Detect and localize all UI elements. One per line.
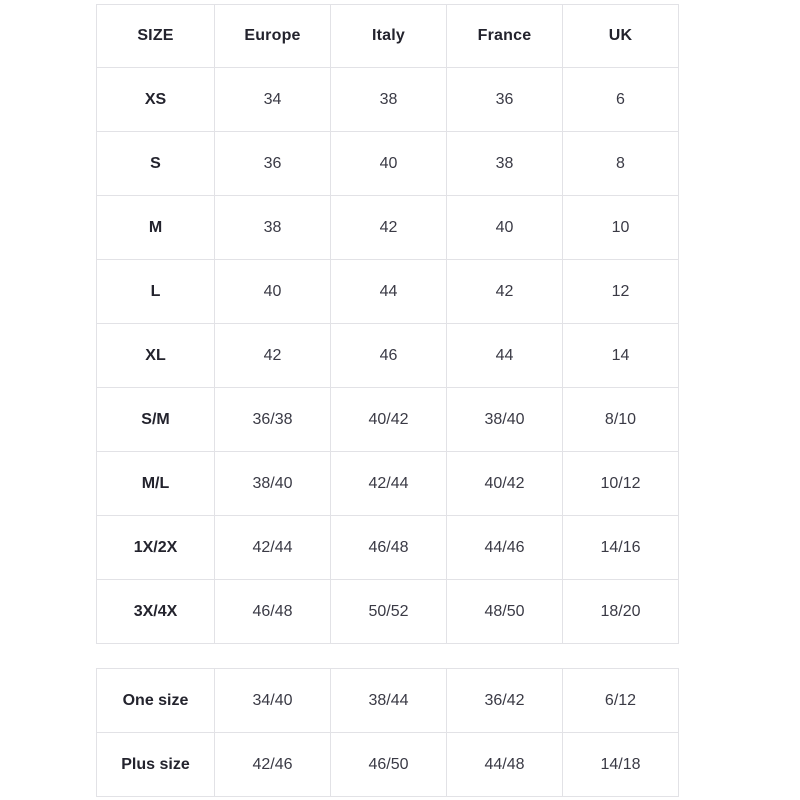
table-row [97, 196, 679, 260]
cell-italy: 42 [331, 196, 447, 260]
cell-france: 40/42 [447, 452, 563, 516]
column-header-europe: Europe [215, 5, 331, 68]
column-header-france: France [447, 5, 563, 68]
cell-europe: 36 [215, 132, 331, 196]
cell-italy: 38 [331, 68, 447, 132]
column-header-size: SIZE [97, 5, 215, 68]
cell-italy: 40 [331, 132, 447, 196]
cell-uk: 18/20 [563, 580, 679, 644]
table-body [97, 68, 679, 644]
cell-italy: 38/44 [331, 669, 447, 733]
cell-size: L [97, 260, 215, 324]
one-size-table [96, 668, 679, 797]
column-header-italy: Italy [331, 5, 447, 68]
cell-france: 42 [447, 260, 563, 324]
cell-italy: 46/48 [331, 516, 447, 580]
cell-france: 40 [447, 196, 563, 260]
cell-size: M/L [97, 452, 215, 516]
cell-size: 3X/4X [97, 580, 215, 644]
table-row [97, 324, 679, 388]
cell-europe: 38 [215, 196, 331, 260]
cell-italy: 40/42 [331, 388, 447, 452]
cell-europe: 42/46 [215, 733, 331, 797]
table-body [97, 669, 679, 797]
cell-uk: 8 [563, 132, 679, 196]
table-row [97, 669, 679, 733]
cell-france: 44/48 [447, 733, 563, 797]
table-row [97, 580, 679, 644]
cell-size: XS [97, 68, 215, 132]
cell-uk: 6 [563, 68, 679, 132]
size-conversion-table [96, 4, 679, 644]
table-row [97, 452, 679, 516]
table-row [97, 388, 679, 452]
cell-france: 48/50 [447, 580, 563, 644]
cell-size: M [97, 196, 215, 260]
one-size-table-container [96, 668, 678, 797]
cell-europe: 34 [215, 68, 331, 132]
size-conversion-table-container [96, 4, 678, 644]
cell-france: 38 [447, 132, 563, 196]
cell-size: XL [97, 324, 215, 388]
cell-europe: 40 [215, 260, 331, 324]
table-row [97, 733, 679, 797]
cell-uk: 8/10 [563, 388, 679, 452]
cell-italy: 42/44 [331, 452, 447, 516]
table-row [97, 132, 679, 196]
cell-uk: 14 [563, 324, 679, 388]
cell-uk: 10 [563, 196, 679, 260]
cell-size: S/M [97, 388, 215, 452]
cell-italy: 46 [331, 324, 447, 388]
cell-italy: 44 [331, 260, 447, 324]
table-row [97, 260, 679, 324]
cell-size: 1X/2X [97, 516, 215, 580]
cell-italy: 50/52 [331, 580, 447, 644]
table-header-row [97, 5, 679, 68]
cell-france: 38/40 [447, 388, 563, 452]
cell-europe: 34/40 [215, 669, 331, 733]
column-header-uk: UK [563, 5, 679, 68]
cell-france: 36 [447, 68, 563, 132]
cell-france: 44 [447, 324, 563, 388]
cell-uk: 6/12 [563, 669, 679, 733]
cell-uk: 12 [563, 260, 679, 324]
table-header [97, 5, 679, 68]
cell-france: 36/42 [447, 669, 563, 733]
cell-uk: 14/16 [563, 516, 679, 580]
table-row [97, 68, 679, 132]
cell-uk: 14/18 [563, 733, 679, 797]
cell-size: One size [97, 669, 215, 733]
cell-europe: 42 [215, 324, 331, 388]
cell-italy: 46/50 [331, 733, 447, 797]
cell-size: S [97, 132, 215, 196]
cell-europe: 42/44 [215, 516, 331, 580]
cell-europe: 46/48 [215, 580, 331, 644]
cell-europe: 38/40 [215, 452, 331, 516]
cell-size: Plus size [97, 733, 215, 797]
cell-france: 44/46 [447, 516, 563, 580]
cell-uk: 10/12 [563, 452, 679, 516]
table-row [97, 516, 679, 580]
cell-europe: 36/38 [215, 388, 331, 452]
